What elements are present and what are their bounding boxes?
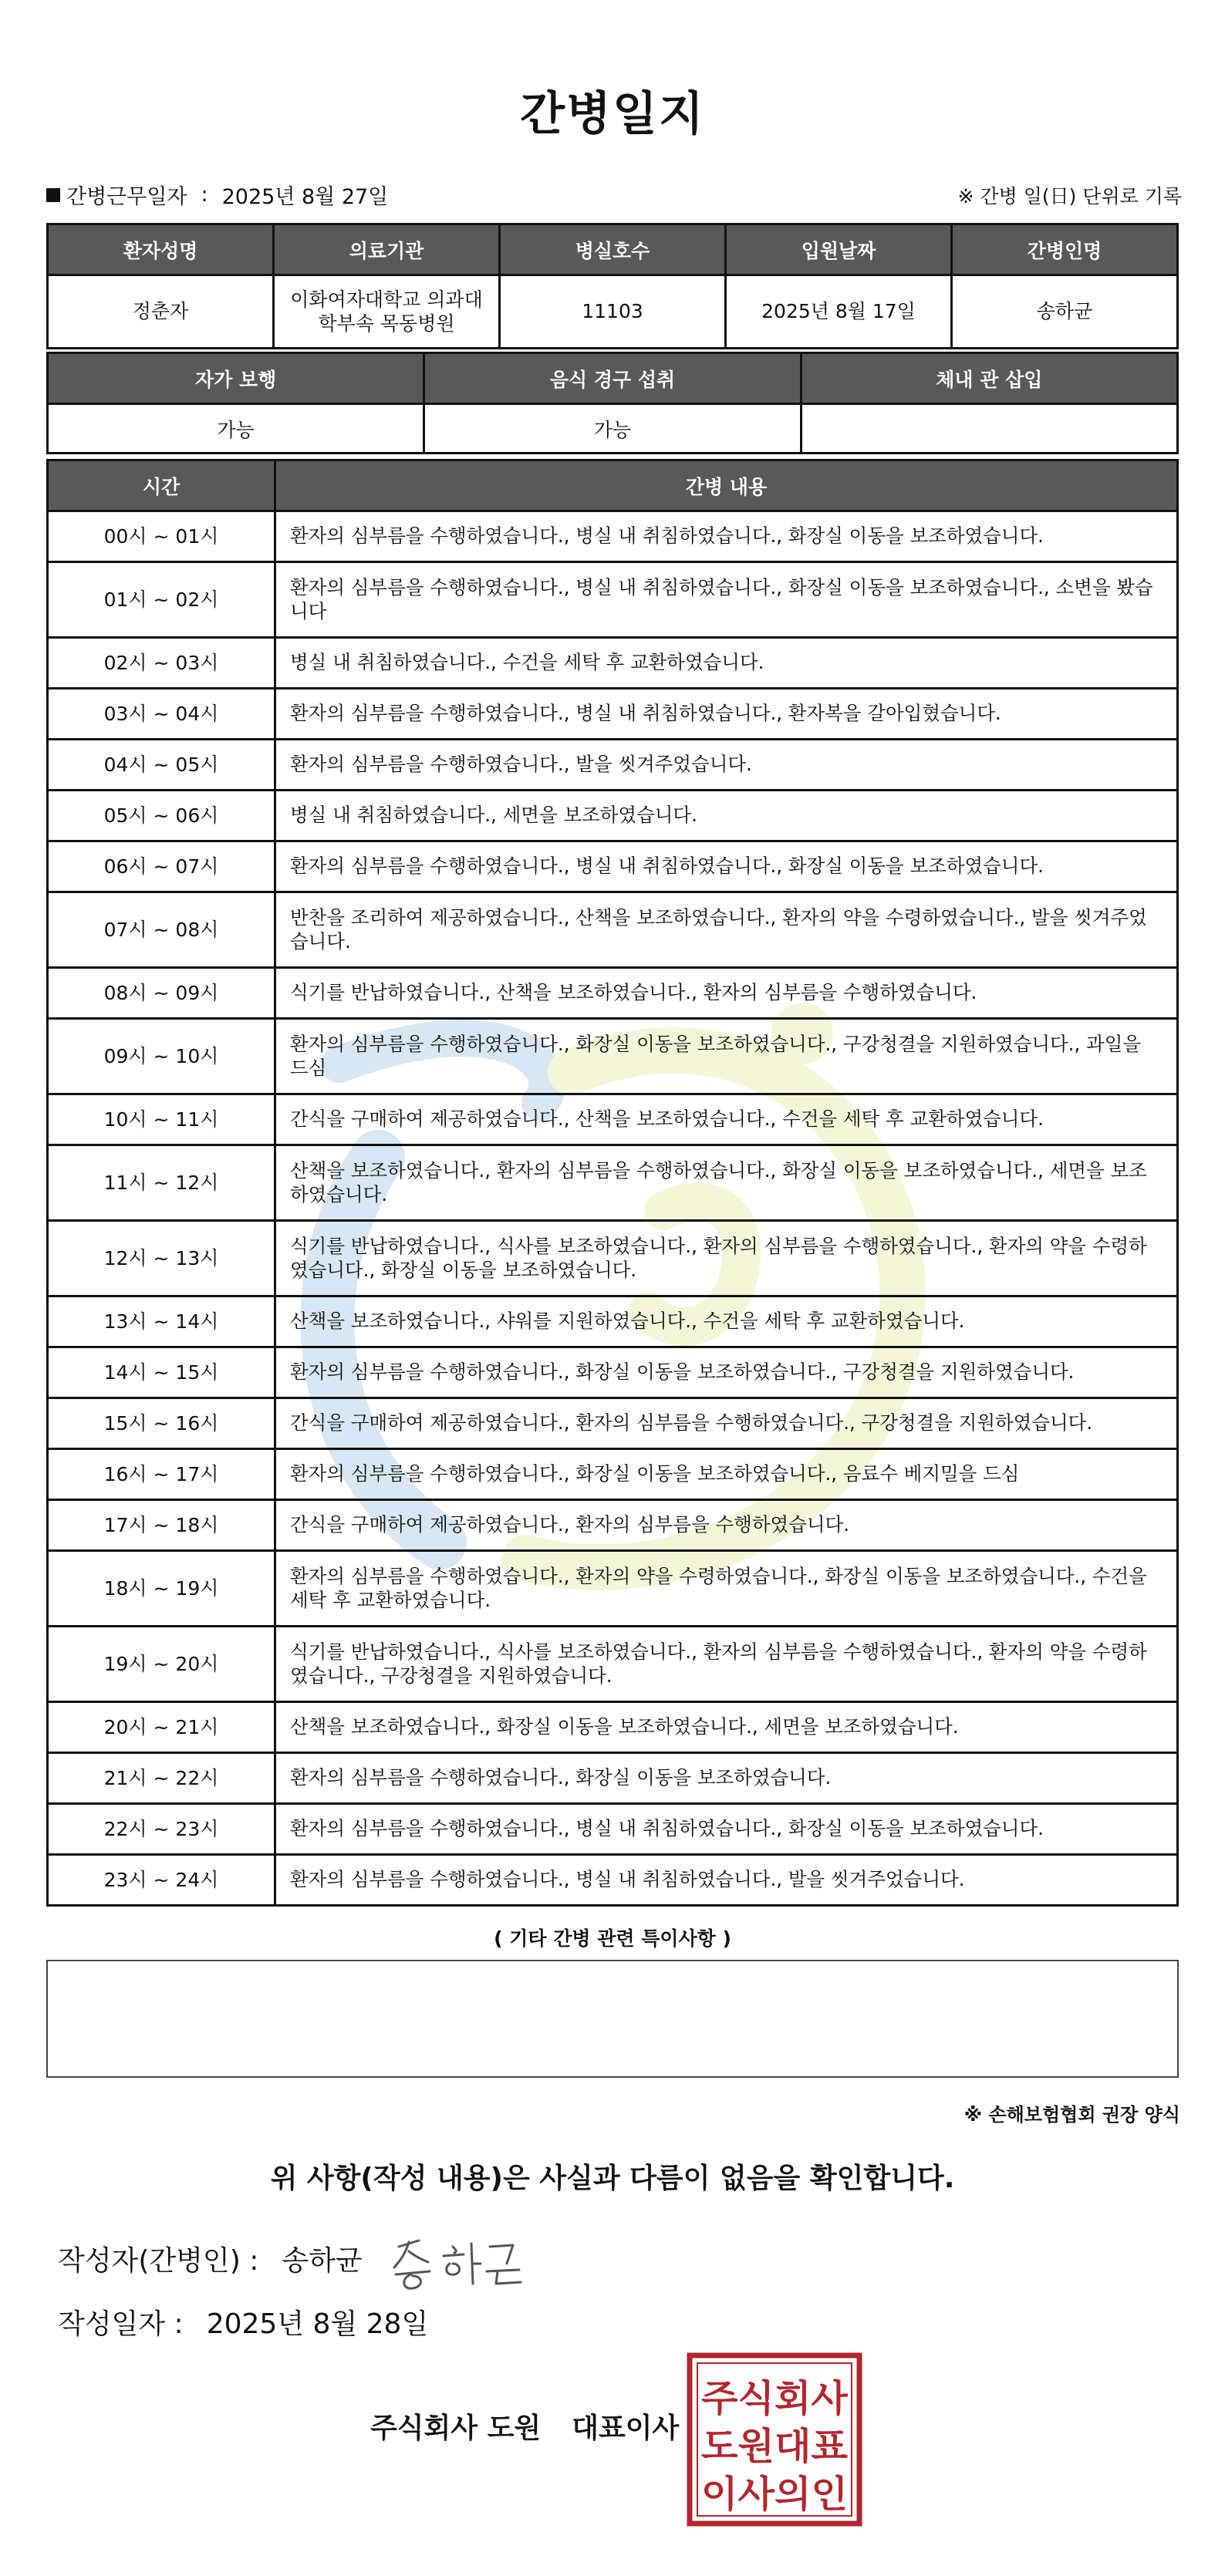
content-cell: 병실 내 취침하였습니다., 세면을 보조하였습니다. bbox=[275, 791, 1178, 841]
table-row bbox=[48, 1221, 1178, 1296]
header-tube-insertion: 체내 관 삽입 bbox=[801, 353, 1177, 404]
time-cell: 04시 ~ 05시 bbox=[48, 740, 275, 791]
table-row bbox=[48, 791, 1178, 841]
seal-line-2: 도원대표 bbox=[701, 2425, 849, 2468]
company-seal bbox=[687, 2352, 862, 2527]
bullet-square-icon bbox=[46, 188, 60, 202]
company-name: 주식회사 도원 bbox=[370, 2412, 542, 2444]
table-row bbox=[48, 1398, 1178, 1449]
company-signature bbox=[370, 2406, 679, 2446]
header-patient-name: 환자성명 bbox=[48, 224, 274, 275]
time-cell: 18시 ~ 19시 bbox=[48, 1551, 275, 1627]
table-row bbox=[48, 1019, 1178, 1094]
write-date-value: 2025년 8월 28일 bbox=[206, 2308, 429, 2340]
content-cell: 식기를 반납하였습니다., 식사를 보조하였습니다., 환자의 심부름을 수행하였습니다., 환자의 약을 수령하였습니다., 화장실 이동을 보조하였습니다. bbox=[275, 1221, 1178, 1296]
content-cell: 환자의 심부름을 수행하였습니다., 발을 씻겨주었습니다. bbox=[275, 740, 1178, 791]
time-cell: 14시 ~ 15시 bbox=[48, 1347, 275, 1398]
work-date-value: 2025년 8월 27일 bbox=[221, 185, 389, 209]
content-cell: 간식을 구매하여 제공하였습니다., 산책을 보조하였습니다., 수건을 세탁 후 교환하였습니다. bbox=[275, 1094, 1178, 1145]
header-hospital: 의료기관 bbox=[274, 224, 500, 275]
handwritten-signature bbox=[390, 2233, 528, 2294]
content-cell: 식기를 반납하였습니다., 식사를 보조하였습니다., 환자의 심부름을 수행하였습니다., 환자의 약을 수령하였습니다., 구강청결을 지원하였습니다. bbox=[275, 1627, 1178, 1702]
content-cell: 환자의 심부름을 수행하였습니다., 병실 내 취침하였습니다., 화장실 이동을 보조하였습니다. bbox=[275, 841, 1178, 892]
content-cell: 환자의 심부름을 수행하였습니다., 병실 내 취침하였습니다., 환자복을 갈아입혔습니다. bbox=[275, 689, 1178, 740]
table-row bbox=[48, 638, 1178, 689]
time-cell: 19시 ~ 20시 bbox=[48, 1627, 275, 1702]
time-cell: 21시 ~ 22시 bbox=[48, 1753, 275, 1804]
writer-row bbox=[58, 2239, 363, 2278]
content-cell: 환자의 심부름을 수행하였습니다., 화장실 이동을 보조하였습니다., 구강청결을 지원하였습니다., 과일을 드심 bbox=[275, 1019, 1178, 1094]
table-row bbox=[48, 1094, 1178, 1145]
table-row bbox=[48, 689, 1178, 740]
form-source-note: ※ 손해보험협회 권장 양식 bbox=[963, 2104, 1180, 2126]
admission-date: 2025년 8월 17일 bbox=[726, 275, 952, 349]
table-row bbox=[48, 1551, 1178, 1627]
table-row bbox=[48, 1500, 1178, 1551]
content-cell: 환자의 심부름을 수행하였습니다., 병실 내 취침하였습니다., 화장실 이동을 보조하였습니다. bbox=[275, 1804, 1178, 1855]
notes-box bbox=[46, 1960, 1179, 2078]
time-cell: 11시 ~ 12시 bbox=[48, 1145, 275, 1221]
content-cell: 반찬을 조리하여 제공하였습니다., 산책을 보조하였습니다., 환자의 약을 수령하였습니다., 발을 씻겨주었습니다. bbox=[275, 892, 1178, 968]
table-row bbox=[48, 1145, 1178, 1221]
header-room-number: 병실호수 bbox=[500, 224, 726, 275]
confirmation-statement: 위 사항(작성 내용)은 사실과 다름이 없음을 확인합니다. bbox=[270, 2163, 955, 2194]
table-row bbox=[48, 1347, 1178, 1398]
time-cell: 16시 ~ 17시 bbox=[48, 1449, 275, 1500]
time-cell: 03시 ~ 04시 bbox=[48, 689, 275, 740]
content-cell: 환자의 심부름을 수행하였습니다., 화장실 이동을 보조하였습니다., 구강청결을 지원하였습니다. bbox=[275, 1347, 1178, 1398]
seal-line-1: 주식회사 bbox=[701, 2377, 849, 2420]
table-row bbox=[48, 1855, 1178, 1906]
table-row bbox=[48, 1449, 1178, 1500]
time-cell: 22시 ~ 23시 bbox=[48, 1804, 275, 1855]
work-date-separator: : bbox=[201, 183, 208, 207]
oral-intake-value: 가능 bbox=[424, 404, 801, 453]
table-row bbox=[48, 1753, 1178, 1804]
content-cell: 환자의 심부름을 수행하였습니다., 환자의 약을 수령하였습니다., 화장실 이동을 보조하였습니다., 수건을 세탁 후 교환하였습니다. bbox=[275, 1551, 1178, 1627]
write-date-row bbox=[58, 2302, 428, 2342]
self-walking-value: 가능 bbox=[48, 404, 424, 453]
table-row bbox=[48, 740, 1178, 791]
page-title: 간병일지 bbox=[520, 87, 705, 141]
header-care-content: 간병 내용 bbox=[275, 460, 1178, 511]
work-date-row bbox=[46, 180, 388, 210]
header-caregiver-name: 간병인명 bbox=[952, 224, 1178, 275]
notes-title: ( 기타 간병 관련 특이사항 ) bbox=[494, 1927, 731, 1950]
time-cell: 20시 ~ 21시 bbox=[48, 1702, 275, 1753]
time-cell: 15시 ~ 16시 bbox=[48, 1398, 275, 1449]
writer-name: 송하균 bbox=[282, 2245, 363, 2277]
representative-title: 대표이사 bbox=[572, 2412, 680, 2444]
time-cell: 00시 ~ 01시 bbox=[48, 511, 275, 562]
table-row bbox=[48, 968, 1178, 1019]
time-cell: 09시 ~ 10시 bbox=[48, 1019, 275, 1094]
time-cell: 08시 ~ 09시 bbox=[48, 968, 275, 1019]
seal-line-3: 이사의인 bbox=[701, 2473, 848, 2516]
content-cell: 환자의 심부름을 수행하였습니다., 화장실 이동을 보조하였습니다., 음료수 베지밀을 드심 bbox=[275, 1449, 1178, 1500]
header-time: 시간 bbox=[48, 460, 275, 511]
time-cell: 06시 ~ 07시 bbox=[48, 841, 275, 892]
time-cell: 07시 ~ 08시 bbox=[48, 892, 275, 968]
content-cell: 간식을 구매하여 제공하였습니다., 환자의 심부름을 수행하였습니다., 구강청결을 지원하였습니다. bbox=[275, 1398, 1178, 1449]
tube-insertion-value bbox=[801, 404, 1177, 453]
content-cell: 환자의 심부름을 수행하였습니다., 병실 내 취침하였습니다., 발을 씻겨주었습니다. bbox=[275, 1855, 1178, 1906]
hospital-name: 이화여자대학교 의과대 학부속 목동병원 bbox=[274, 275, 500, 349]
table-row bbox=[48, 1296, 1178, 1347]
patient-name: 정춘자 bbox=[48, 275, 274, 349]
table-row bbox=[48, 1804, 1178, 1855]
time-cell: 10시 ~ 11시 bbox=[48, 1094, 275, 1145]
time-cell: 01시 ~ 02시 bbox=[48, 562, 275, 638]
content-cell: 간식을 구매하여 제공하였습니다., 환자의 심부름을 수행하였습니다. bbox=[275, 1500, 1178, 1551]
room-number: 11103 bbox=[500, 275, 726, 349]
content-cell: 환자의 심부름을 수행하였습니다., 화장실 이동을 보조하였습니다. bbox=[275, 1753, 1178, 1804]
time-cell: 23시 ~ 24시 bbox=[48, 1855, 275, 1906]
table-row bbox=[48, 841, 1178, 892]
content-cell: 식기를 반납하였습니다., 산책을 보조하였습니다., 환자의 심부름을 수행하였습니다. bbox=[275, 968, 1178, 1019]
header-admission-date: 입원날짜 bbox=[726, 224, 952, 275]
write-date-label: 작성일자 : bbox=[58, 2308, 184, 2340]
header-oral-intake: 음식 경구 섭취 bbox=[424, 353, 801, 404]
time-cell: 05시 ~ 06시 bbox=[48, 791, 275, 841]
header-self-walking: 자가 보행 bbox=[48, 353, 424, 404]
table-row bbox=[48, 1702, 1178, 1753]
content-cell: 산책을 보조하였습니다., 화장실 이동을 보조하였습니다., 세면을 보조하였습니다. bbox=[275, 1702, 1178, 1753]
content-cell: 산책을 보조하였습니다., 샤워를 지원하였습니다., 수건을 세탁 후 교환하였습니다. bbox=[275, 1296, 1178, 1347]
time-cell: 02시 ~ 03시 bbox=[48, 638, 275, 689]
work-date-label: 간병근무일자 bbox=[66, 185, 187, 209]
patient-info-table bbox=[46, 223, 1179, 349]
table-row bbox=[48, 511, 1178, 562]
table-row bbox=[48, 1627, 1178, 1702]
content-cell: 병실 내 취침하였습니다., 수건을 세탁 후 교환하였습니다. bbox=[275, 638, 1178, 689]
table-row bbox=[48, 562, 1178, 638]
table-row bbox=[48, 892, 1178, 968]
time-cell: 12시 ~ 13시 bbox=[48, 1221, 275, 1296]
time-cell: 13시 ~ 14시 bbox=[48, 1296, 275, 1347]
care-log-table bbox=[46, 459, 1179, 1907]
caregiver-name: 송하균 bbox=[952, 275, 1178, 349]
patient-condition-table bbox=[46, 352, 1179, 454]
writer-label: 작성자(간병인) : bbox=[58, 2245, 259, 2277]
content-cell: 환자의 심부름을 수행하였습니다., 병실 내 취침하였습니다., 화장실 이동을 보조하였습니다. bbox=[275, 511, 1178, 562]
time-cell: 17시 ~ 18시 bbox=[48, 1500, 275, 1551]
unit-note: ※ 간병 일(日) 단위로 기록 bbox=[957, 185, 1182, 207]
content-cell: 환자의 심부름을 수행하였습니다., 병실 내 취침하였습니다., 화장실 이동을 보조하였습니다., 소변을 봤습니다 bbox=[275, 562, 1178, 638]
content-cell: 산책을 보조하였습니다., 환자의 심부름을 수행하였습니다., 화장실 이동을 보조하였습니다., 세면을 보조하였습니다. bbox=[275, 1145, 1178, 1221]
